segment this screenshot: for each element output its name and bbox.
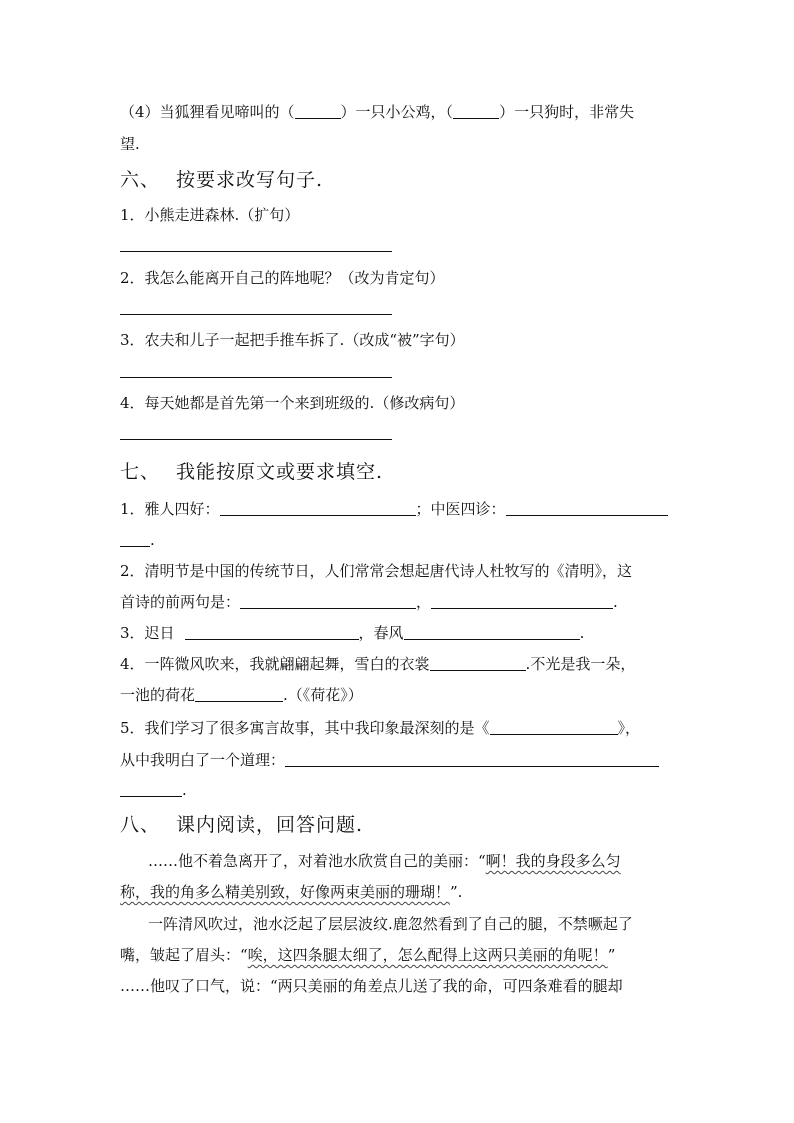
section-8-heading: 八、 课内阅读，回答问题. <box>120 814 364 836</box>
answer-line[interactable] <box>120 439 392 440</box>
reading-para-2-cont: 嘴，皱起了眉头：“唉，这四条腿太细了，怎么配得上这两只美丽的角呢！” <box>120 946 616 964</box>
sec6-item-1: 1．小熊走进森林.（扩句） <box>120 206 300 224</box>
reading-para-1-cont: 称，我的角多么精美别致，好像两束美丽的珊瑚！”. <box>120 883 463 901</box>
answer-blank[interactable] <box>220 499 416 516</box>
sec6-item-2: 2．我怎么能离开自己的阵地呢？（改为肯定句） <box>120 269 445 287</box>
sec7-item-4-cont: 一池的荷花 .（《荷花》） <box>120 686 363 704</box>
answer-blank[interactable] <box>404 623 580 640</box>
answer-blank[interactable] <box>120 780 182 797</box>
sec7-item-3: 3．迟日 ，春风 . <box>120 624 585 642</box>
section-7-heading: 七、 我能按原文或要求填空. <box>120 461 384 483</box>
answer-blank[interactable] <box>295 102 341 119</box>
sec7-item-1-cont: . <box>120 528 155 552</box>
answer-blank[interactable] <box>453 102 499 119</box>
sec6-item-3: 3．农夫和儿子一起把手推车拆了.（改成“被”字句） <box>120 331 465 349</box>
sec7-item-5-cont: 从中我明白了一个道理： <box>120 748 659 772</box>
sec7-item-1: 1．雅人四好： ；中医四诊： <box>120 497 668 521</box>
sec7-item-2-cont: 首诗的前两句是： ， . <box>120 593 618 611</box>
answer-line[interactable] <box>120 251 392 252</box>
answer-blank[interactable] <box>195 685 283 702</box>
answer-blank[interactable] <box>185 623 359 640</box>
answer-line[interactable] <box>120 314 392 315</box>
reading-para-2: 一阵清风吹过，池水泛起了层层波纹.鹿忽然看到了自己的腿，不禁噘起了 <box>148 915 633 933</box>
question-4-line: （4）当狐狸看见啼叫的（ ）一只小公鸡，（ ）一只狗时，非常失 <box>120 103 635 121</box>
section-6-heading: 六、 按要求改写句子. <box>120 169 324 191</box>
answer-blank[interactable] <box>240 592 416 609</box>
answer-blank[interactable] <box>431 592 613 609</box>
answer-blank[interactable] <box>430 654 526 671</box>
sec7-item-5: 5．我们学习了很多寓言故事，其中我印象最深刻的是《 》， <box>120 719 641 737</box>
answer-blank[interactable] <box>506 499 668 516</box>
reading-para-1: ……他不着急离开了，对着池水欣赏自己的美丽：“啊！我的身段多么匀 <box>148 852 621 870</box>
sec7-item-4: 4．一阵微风吹来，我就翩翩起舞，雪白的衣裳 .不光是我一朵， <box>120 655 636 673</box>
answer-blank[interactable] <box>120 530 150 547</box>
sec7-item-5-cont2: . <box>120 778 187 802</box>
answer-line[interactable] <box>120 377 392 378</box>
answer-blank[interactable] <box>490 718 618 735</box>
sec7-item-2: 2．清明节是中国的传统节日，人们常常会想起唐代诗人杜牧写的《清明》，这 <box>120 562 633 580</box>
question-4-cont: 望. <box>120 135 140 153</box>
answer-blank[interactable] <box>285 750 659 767</box>
reading-para-3: ……他叹了口气，说：“两只美丽的角差点儿送了我的命，可四条难看的腿却 <box>120 977 623 995</box>
sec6-item-4: 4．每天她都是首先第一个来到班级的.（修改病句） <box>120 394 465 412</box>
